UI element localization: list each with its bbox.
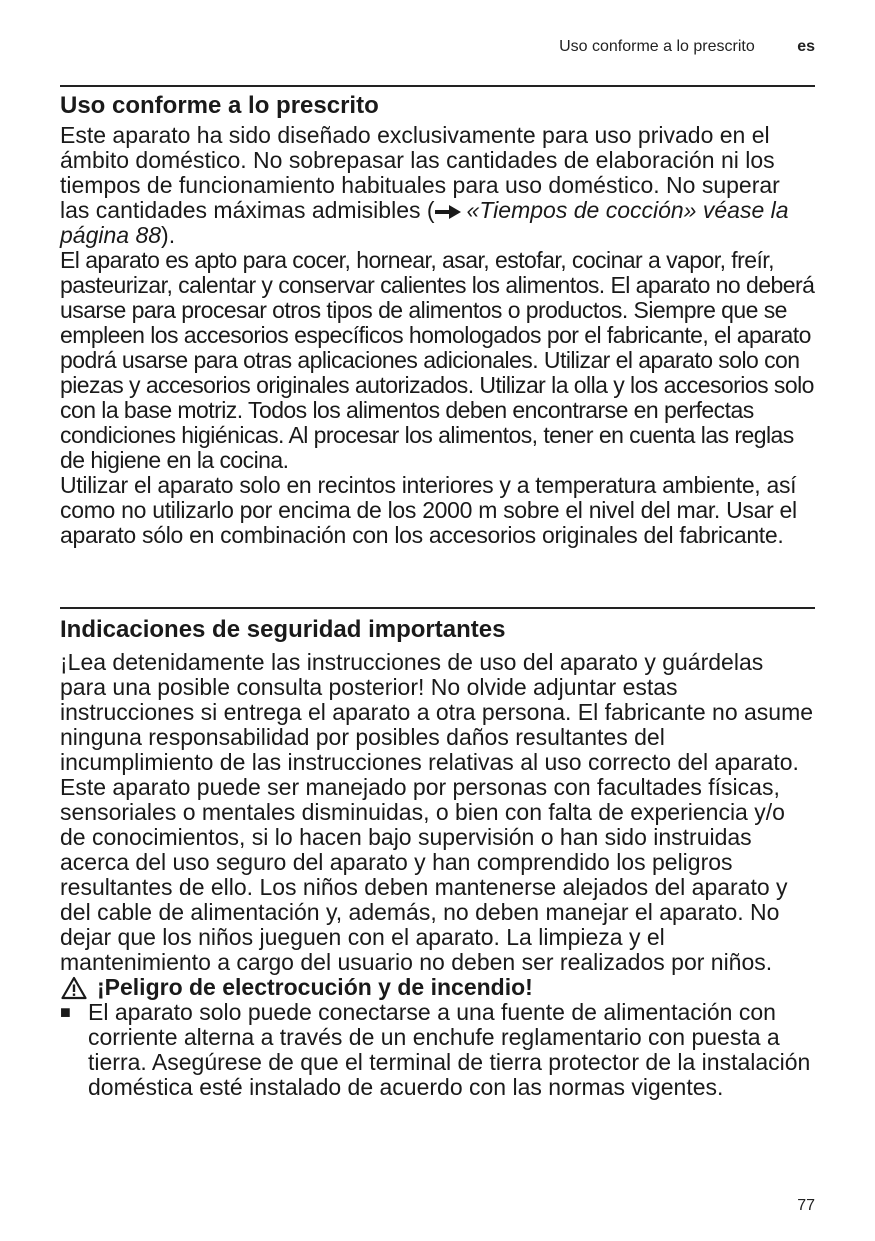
arrow-right-icon (435, 205, 461, 219)
section-title-safety: Indicaciones de seguridad importantes (60, 616, 506, 643)
paragraph-intended-use-3: Utilizar el aparato solo en recintos interiores y a temperatura ambiente, así como no utilizarlo por encima de los 2000 m sobre el nivel del mar. Usar el aparato sólo en combinación con los accesorios originales del fabricante. (60, 472, 797, 548)
warning-title: ¡Peligro de electrocución y de incendio! (97, 974, 533, 1000)
page-header (60, 38, 815, 56)
paragraph-text: Este aparato ha sido diseñado exclusivamente para uso privado en el ámbito doméstico. No sobrepasar las cantidades de elaboración ni los tiempos de funcionamiento habituales para uso doméstico. No superar las cantidades máximas admisibles ( (60, 122, 780, 223)
page-number: 77 (797, 1197, 815, 1214)
cross-reference-link[interactable]: «Tiempos de cocción» véase la página 88 (60, 197, 789, 248)
section-divider-2 (60, 607, 815, 609)
list-item-text: El aparato solo puede conectarse a una fuente de alimentación con corriente alterna a través de un enchufe reglamentario con puesta a tierra. Asegúrese de que el terminal de tierra protector de la instalación doméstica esté instalado de acuerdo con las normas vigentes. (88, 999, 811, 1100)
section-intended-use (60, 92, 815, 548)
header-language-code: es (797, 38, 815, 55)
warning-heading (60, 975, 815, 1000)
bullet-square-icon: ■ (60, 1002, 71, 1022)
paragraph-intended-use-1 (60, 123, 815, 248)
paragraph-intended-use-2: El aparato es apto para cocer, hornear, asar, estofar, cocinar a vapor, freír, pasteurizar, calentar y conservar calientes los alimentos. El aparato no deberá usarse para procesar otros tipos de alimentos o productos. Siempre que se empleen los accesorios específicos homologados por el fabricante, el aparato podrá usarse para otras aplicaciones adicionales. Utilizar el aparato solo con piezas y accesorios originales autorizados. Utilizar la olla y los accesorios solo con la base motriz. Todos los alimentos deben encontrarse en perfectas condiciones higiénicas. Al procesar los alimentos, tener en cuenta las reglas de higiene en la cocina. (60, 247, 815, 473)
paragraph-safety-1: ¡Lea detenidamente las instrucciones de uso del aparato y guárdelas para una posible consulta posterior! No olvide adjuntar estas instrucciones si entrega el aparato a otra persona. El fabricante no asume ninguna responsabilidad por posibles daños resultantes del incumplimiento de las instrucciones relativas al uso correcto del aparato. (60, 649, 814, 775)
section-title-intended-use: Uso conforme a lo prescrito (60, 92, 379, 119)
paragraph-text: ). (161, 222, 176, 248)
warning-triangle-icon (61, 976, 87, 1000)
list-item (60, 1000, 815, 1100)
header-section-name: Uso conforme a lo prescrito (559, 38, 755, 55)
paragraph-safety-2: Este aparato puede ser manejado por personas con facultades físicas, sensoriales o mentales disminuidas, o bien con falta de experiencia y/o de conocimientos, si lo hacen bajo supervisión o han sido instruidas acerca del uso seguro del aparato y han comprendido los peligros resultantes de ello. Los niños deben mantenerse alejados del aparato y del cable de alimentación y, además, no deben manejar el aparato. No dejar que los niños jueguen con el aparato. La limpieza y el mantenimiento a cargo del usuario no deben ser realizados por niños. (60, 774, 788, 975)
section-safety (60, 616, 815, 1100)
section-divider-1 (60, 85, 815, 87)
